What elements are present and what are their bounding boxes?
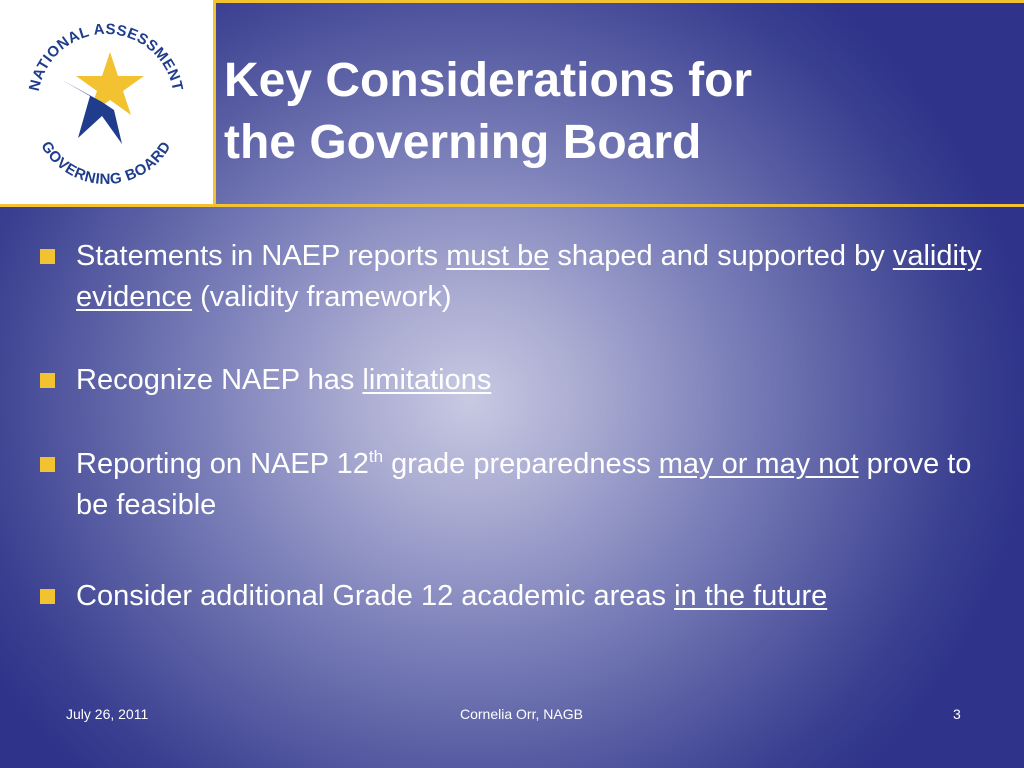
nagb-logo bbox=[18, 18, 194, 186]
title-line-1: Key Considerations for bbox=[224, 54, 753, 107]
square-bullet-icon bbox=[40, 457, 55, 472]
bullet-item: Statements in NAEP reports must be shaped and supported by validity evidence (validity framework) bbox=[40, 236, 1000, 318]
logo-text-bottom: GOVERNING BOARD bbox=[37, 138, 175, 186]
header-rule bbox=[0, 204, 1024, 207]
underlined-text: validity evidence bbox=[76, 240, 982, 313]
square-bullet-icon bbox=[40, 589, 55, 604]
footer-author: Cornelia Orr, NAGB bbox=[460, 706, 583, 722]
logo-panel bbox=[0, 0, 213, 205]
square-bullet-icon bbox=[40, 249, 55, 264]
underlined-text: must be bbox=[446, 240, 550, 272]
title-line-2: the Governing Board bbox=[224, 116, 702, 169]
underlined-text: in the future bbox=[674, 580, 828, 612]
bullet-item: Recognize NAEP has limitations bbox=[40, 360, 491, 401]
top-rule bbox=[216, 0, 1024, 3]
square-bullet-icon bbox=[40, 373, 55, 388]
logo-star-icon bbox=[76, 52, 144, 115]
logo-divider bbox=[213, 0, 216, 207]
footer-date: July 26, 2011 bbox=[66, 706, 149, 722]
bullet-item: Consider additional Grade 12 academic areas in the future bbox=[40, 576, 827, 617]
logo-text-top: NATIONAL ASSESSMENT bbox=[25, 20, 187, 93]
svg-text:GOVERNING BOARD bbox=[37, 138, 174, 186]
footer-page-number: 3 bbox=[953, 706, 961, 722]
underlined-text: may or may not bbox=[658, 448, 859, 480]
bullet-item: Reporting on NAEP 12th grade preparedness may or may not prove to be feasible bbox=[40, 444, 1000, 526]
superscript: th bbox=[368, 447, 384, 466]
underlined-text: limitations bbox=[362, 364, 492, 396]
slide-title bbox=[224, 50, 1004, 174]
